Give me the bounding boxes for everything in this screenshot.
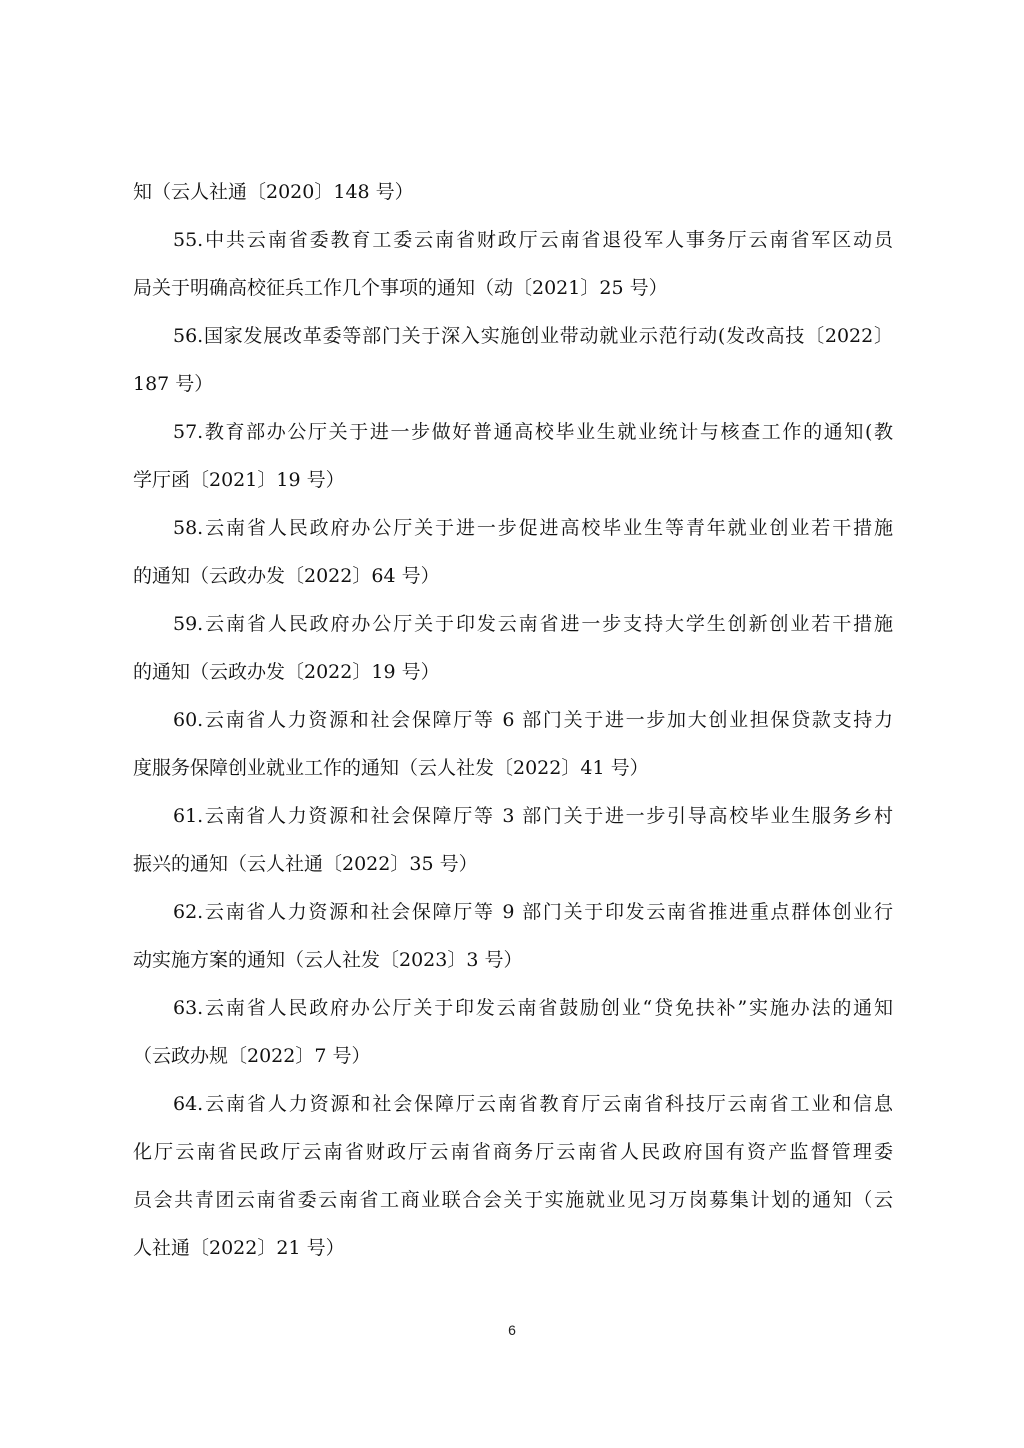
text-line: 化厅云南省民政厅云南省财政厅云南省商务厅云南省人民政府国有资产监督管理委 (133, 1141, 893, 1163)
text-line: 的通知（云政办发〔2022〕64 号） (133, 565, 440, 587)
text-line: 59.云南省人民政府办公厅关于印发云南省进一步支持大学生创新创业若干措施 (173, 613, 893, 635)
text-line: 62.云南省人力资源和社会保障厅等 9 部门关于印发云南省推进重点群体创业行 (173, 901, 893, 923)
text-line: 振兴的通知（云人社通〔2022〕35 号） (133, 853, 478, 875)
text-line: 63.云南省人民政府办公厅关于印发云南省鼓励创业“贷免扶补”实施办法的通知 (173, 997, 893, 1019)
text-line: 60.云南省人力资源和社会保障厅等 6 部门关于进一步加大创业担保贷款支持力 (173, 709, 893, 731)
text-line: 64.云南省人力资源和社会保障厅云南省教育厅云南省科技厅云南省工业和信息 (173, 1093, 893, 1115)
text-line: 58.云南省人民政府办公厅关于进一步促进高校毕业生等青年就业创业若干措施 (173, 517, 893, 539)
text-line: 57.教育部办公厅关于进一步做好普通高校毕业生就业统计与核查工作的通知(教 (173, 421, 893, 443)
text-line: 187 号） (133, 373, 214, 395)
text-line: 61.云南省人力资源和社会保障厅等 3 部门关于进一步引导高校毕业生服务乡村 (173, 805, 893, 827)
text-line: 动实施方案的通知（云人社发〔2023〕3 号） (133, 949, 523, 971)
text-line: 度服务保障创业就业工作的通知（云人社发〔2022〕41 号） (133, 757, 649, 779)
text-line: 员会共青团云南省委云南省工商业联合会关于实施就业见习万岗募集计划的通知（云 (133, 1189, 893, 1211)
text-line: 56.国家发展改革委等部门关于深入实施创业带动就业示范行动(发改高技〔2022〕 (173, 325, 894, 347)
text-line: 的通知（云政办发〔2022〕19 号） (133, 661, 440, 683)
text-line: 局关于明确高校征兵工作几个事项的通知（动〔2021〕25 号） (133, 277, 668, 299)
page-number: 6 (508, 1322, 516, 1338)
text-line: （云政办规〔2022〕7 号） (133, 1045, 371, 1067)
text-line: 55.中共云南省委教育工委云南省财政厅云南省退役军人事务厅云南省军区动员 (173, 229, 893, 251)
text-line: 学厅函〔2021〕19 号） (133, 469, 345, 491)
text-line: 人社通〔2022〕21 号） (133, 1237, 345, 1259)
text-line: 知（云人社通〔2020〕148 号） (133, 181, 414, 203)
document-body (133, 168, 893, 1272)
